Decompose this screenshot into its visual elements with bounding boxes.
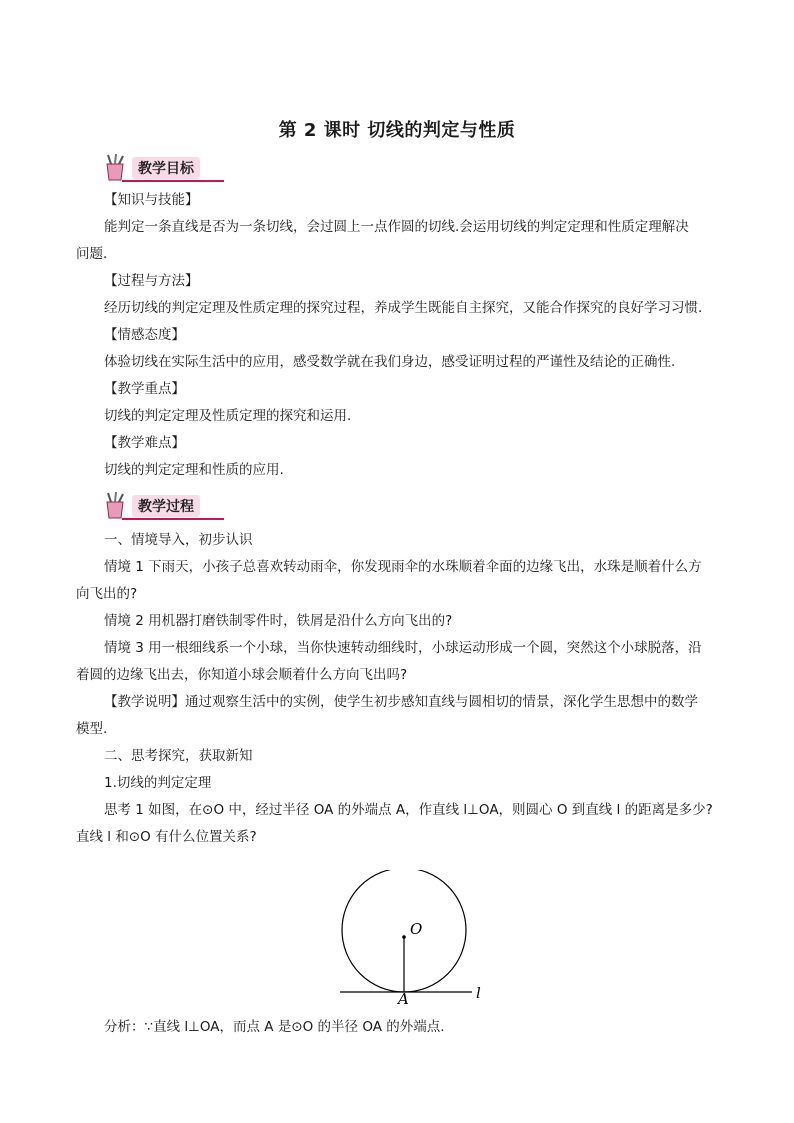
think1-line1: 思考 1 如图，在⊙O 中，经过半径 OA 的外端点 A，作直线 l⊥OA，则圆心 O 到直线 l 的距离是多少? (104, 802, 713, 818)
part2-heading: 二、思考探究，获取新知 (104, 748, 253, 764)
scene2-text: 情境 2 用机器打磨铁制零件时，铁屑是沿什么方向飞出的? (104, 613, 453, 629)
attitude-heading: 【情感态度】 (104, 327, 185, 343)
scene3-line2: 着圆的边缘飞出去，你知道小球会顺着什么方向飞出吗? (76, 667, 408, 683)
label-o: O (410, 920, 423, 938)
badge-underline (122, 518, 224, 520)
sub1-heading: 1.切线的判定定理 (104, 775, 212, 791)
page-title: 第 2 课时 切线的判定与性质 (278, 120, 516, 141)
scene1-line1: 情境 1 下雨天，小孩子总喜欢转动雨伞，你发现雨伞的水珠顺着伞面的边缘飞出，水珠是顺着什么方 (104, 559, 702, 575)
scene1-line2: 向飞出的? (76, 586, 138, 602)
teaching-note-line2: 模型. (76, 721, 108, 737)
label-l: l (476, 984, 481, 1002)
knowledge-heading: 【知识与技能】 (104, 192, 199, 208)
difficulty-heading: 【教学难点】 (104, 435, 185, 451)
analysis-text: 分析：∵直线 l⊥OA，而点 A 是⊙O 的半径 OA 的外端点. (104, 1019, 445, 1035)
pencil-cup-icon (102, 492, 128, 520)
attitude-text: 体验切线在实际生活中的应用，感受数学就在我们身边，感受证明过程的严谨性及结论的正确性. (104, 354, 676, 370)
label-a: A (398, 990, 409, 1008)
part1-heading: 一、情境导入，初步认识 (104, 532, 253, 548)
teaching-note-line1: 【教学说明】通过观察生活中的实例，使学生初步感知直线与圆相切的情景，深化学生思想中的数学 (104, 694, 698, 710)
section-badge-process (102, 492, 224, 522)
badge-underline (122, 180, 224, 182)
knowledge-text-line1: 能判定一条直线是否为一条切线，会过圆上一点作圆的切线.会运用切线的判定定理和性质定理解决 (104, 219, 689, 235)
center-point-o (402, 935, 406, 939)
process-method-heading: 【过程与方法】 (104, 273, 199, 289)
scene3-line1: 情境 3 用一根细线系一个小球，当你快速转动细线时，小球运动形成一个圆，突然这个小球脱落，沿 (104, 640, 702, 656)
difficulty-text: 切线的判定定理和性质的应用. (104, 462, 284, 478)
section-badge-label: 教学目标 (132, 157, 200, 179)
section-badge-label: 教学过程 (132, 495, 200, 517)
section-badge-goals (102, 154, 224, 184)
key-point-heading: 【教学重点】 (104, 381, 185, 397)
key-point-text: 切线的判定定理及性质定理的探究和运用. (104, 408, 352, 424)
process-method-text: 经历切线的判定定理及性质定理的探究过程，养成学生既能自主探究，又能合作探究的良好学习习惯. (104, 300, 703, 316)
knowledge-text-line2: 问题. (76, 246, 108, 262)
think1-line2: 直线 l 和⊙O 有什么位置关系? (76, 829, 257, 845)
tangent-circle-figure (330, 870, 500, 1010)
pencil-cup-icon (102, 154, 128, 182)
